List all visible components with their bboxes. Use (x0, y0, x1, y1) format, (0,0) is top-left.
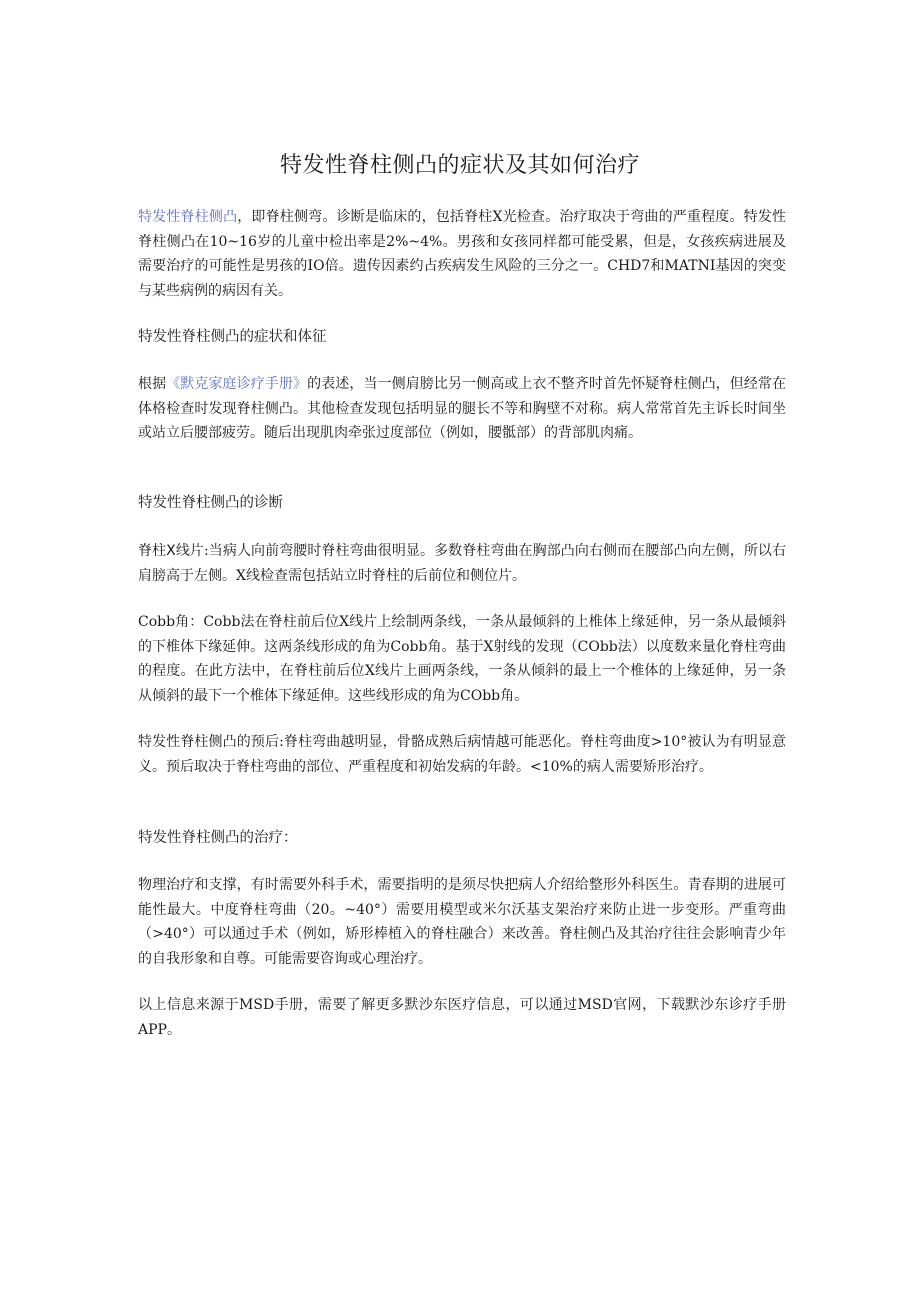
symptoms-prefix: 根据 (138, 376, 167, 392)
prognosis-text: :脊柱弯曲越明显，骨骼成熟后病情越可能恶化。脊柱弯曲度>10°被认为有明显意义。预后取决于脊柱弯曲的部位、严重程度和初始发病的年龄。<10%的病人需要矫形治疗。 (138, 734, 786, 775)
intro-paragraph (138, 205, 786, 303)
xray-text: :当病人向前弯腰时脊柱弯曲很明显。多数脊柱弯曲在胸部凸向右侧而在腰部凸向左侧，所以右肩膀高于左侧。X线检查需包括站立时脊柱的后前位和侧位片。 (138, 543, 787, 584)
source-text: 以上信息来源于MSD手册，需要了解更多默沙东医疗信息，可以通过MSD官网，下载默沙东诊疗手册APP。 (138, 997, 786, 1038)
heading-symptoms: 特发性脊柱侧凸的症状和体征 (138, 329, 327, 345)
symptoms-text: 的表述，当一侧肩膀比另一侧高或上衣不整齐时首先怀疑脊柱侧凸，但经常在体格检查时发现脊柱侧凸。其他检查发现包括明显的腿长不等和胸壁不对称。病人常常首先主诉长时间坐或站立后腰部疲劳。随后出现肌肉牵张过度部位（例如，腰骶部）的背部肌肉痛。 (138, 376, 787, 441)
heading-treatment: 特发性脊柱侧凸的治疗： (138, 830, 298, 846)
source-paragraph (138, 993, 786, 1042)
manual-link[interactable]: 《默克家庭诊疗手册》 (166, 376, 308, 392)
xray-paragraph (138, 539, 786, 588)
intro-text: ，即脊柱侧弯。诊断是临床的，包括脊柱X光检查。治疗取决于弯曲的严重程度。特发性脊柱侧凸在10~16岁的儿童中检出率是2%~4%。男孩和女孩同样都可能受累，但是，女孩疾病进展及需要治疗的可能性是男孩的IO倍。遗传因素约占疾病发生风险的三分之一。CHD7和MATNI基因的突变与某些病例的病因有关。 (138, 209, 786, 299)
treatment-text: 物理治疗和支撑，有时需要外科手术，需要指明的是须尽快把病人介绍给整形外科医生。青春期的进展可能性最大。中度脊柱弯曲（20。~40°）需要用模型或米尔沃基支架治疗来防止进一步变形。严重弯曲（>40°）可以通过手术（例如，矫形棒植入的脊柱融合）来改善。脊柱侧凸及其治疗往往会影响青少年的自我形象和自尊。可能需要咨询或心理治疗。 (138, 877, 786, 967)
cobb-text: Cobb角：Cobb法在脊柱前后位X线片上绘制两条线，一条从最倾斜的上椎体上缘延伸，另一条从最倾斜的下椎体下缘延伸。这两条线形成的角为Cobb角。基于X射线的发现（CObb法）以度数来量化脊柱弯曲的程度。在此方法中，在脊柱前后位X线片上画两条线，一条从倾斜的最上一个椎体的上缘延伸，另一条从倾斜的最下一个椎体下缘延伸。这些线形成的角为CObb角。 (138, 614, 786, 704)
prognosis-paragraph (138, 730, 786, 779)
heading-diagnosis: 特发性脊柱侧凸的诊断 (138, 495, 283, 511)
intro-link[interactable]: 特发性脊柱侧凸 (138, 209, 238, 225)
prognosis-label: 特发性脊柱侧凸的预后 (138, 734, 280, 750)
xray-label: 脊柱X线片 (138, 543, 204, 559)
cobb-paragraph (138, 610, 786, 708)
symptoms-paragraph (138, 372, 786, 446)
page-title: 特发性脊柱侧凸的症状及其如何治疗 (279, 153, 640, 178)
treatment-paragraph (138, 873, 786, 971)
